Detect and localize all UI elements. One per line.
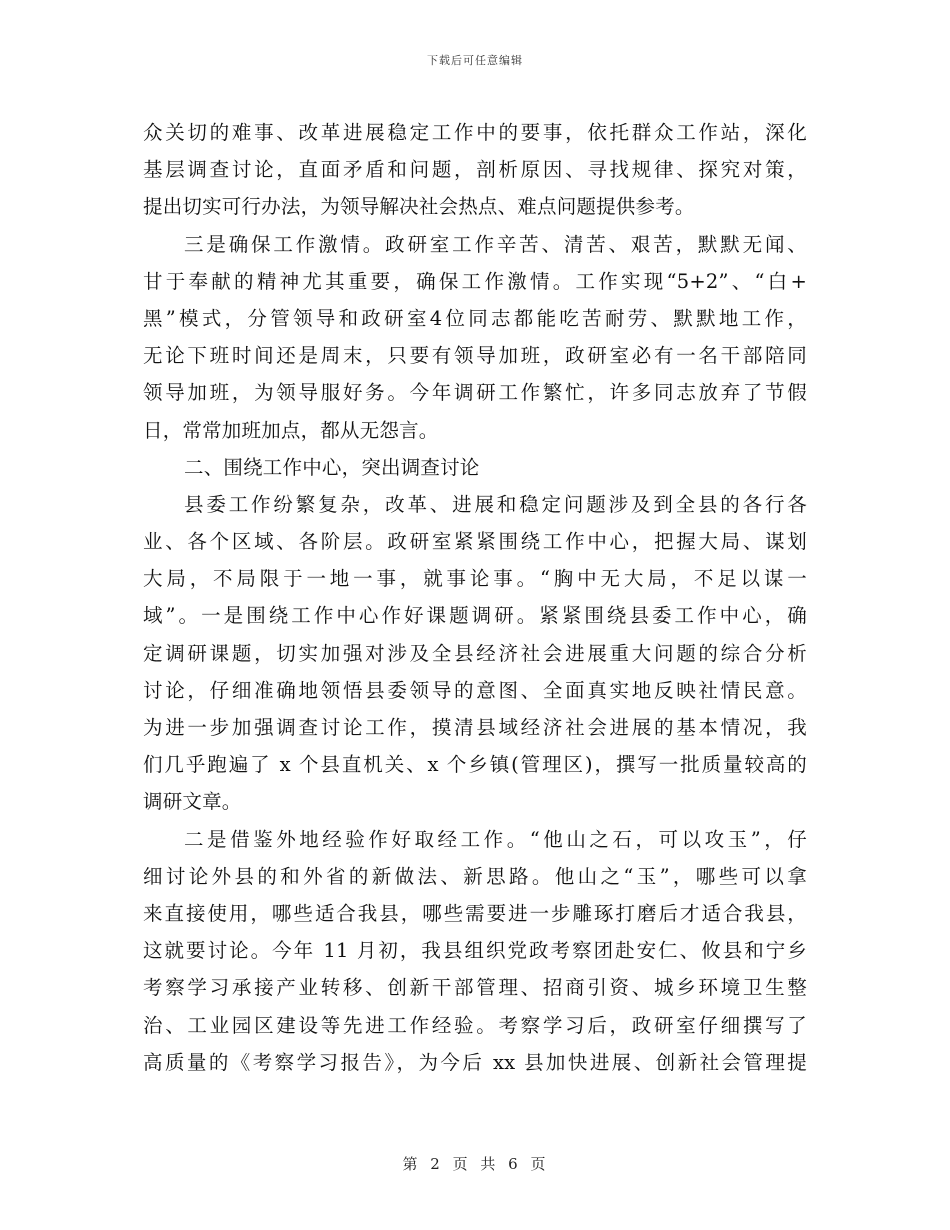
body-line: 基层调查讨论，直面矛盾和问题，剖析原因、寻找规律、探究对策， [143, 158, 807, 182]
body-line: 业、各个区域、各阶层。政研室紧紧围绕工作中心，把握大局、谋划 [143, 530, 807, 554]
body-line: 大局，不局限于一地一事，就事论事。“胸中无大局，不足以谋一 [143, 567, 807, 591]
body-line: 日，常常加班加点，都从无怨言。 [143, 418, 439, 442]
paragraph-start-line: 三是确保工作激情。政研室工作辛苦、清苦、艰苦，默默无闻、 [184, 232, 807, 256]
body-line: 讨论，仔细准确地领悟县委领导的意图、全面真实地反映社情民意。 [143, 678, 807, 702]
body-line: 众关切的难事、改革进展稳定工作中的要事，依托群众工作站，深化 [143, 121, 807, 144]
body-line: 高质量的《考察学习报告》，为今后 xx 县加快进展、创新社会管理提 [143, 1050, 807, 1074]
page-number: 第 2 页 共 6 页 [402, 1155, 548, 1173]
paragraph-start-line: 县委工作纷繁复杂，改革、进展和稳定问题涉及到全县的各行各 [184, 492, 807, 516]
body-line: 考察学习承接产业转移、创新干部管理、招商引资、城乡环境卫生整 [143, 976, 807, 1000]
body-line: 域”。一是围绕工作中心作好课题调研。紧紧围绕县委工作中心，确 [143, 604, 807, 628]
body-line: 们几乎跑遍了 x 个县直机关、x 个乡镇(管理区)，撰写一批质量较高的 [143, 753, 807, 777]
paragraph-start-line: 二是借鉴外地经验作好取经工作。“他山之石，可以攻玉”，仔 [184, 827, 807, 851]
body-line: 提出切实可行办法，为领导解决社会热点、难点问题提供参考。 [143, 195, 695, 219]
body-line: 这就要讨论。今年 11 月初，我县组织党政考察团赴安仁、攸县和宁乡 [143, 939, 807, 963]
body-line: 定调研课题，切实加强对涉及全县经济社会进展重大问题的综合分析 [143, 641, 807, 665]
body-line: 甘于奉献的精神尤其重要，确保工作激情。工作实现“5+2”、“白+ [143, 269, 807, 293]
body-line: 黑”模式，分管领导和政研室4位同志都能吃苦耐劳、默默地工作， [143, 306, 807, 330]
body-line: 来直接使用，哪些适合我县，哪些需要进一步雕琢打磨后才适合我县， [143, 901, 807, 925]
section-heading: 二、围绕工作中心，突出调查讨论 [184, 455, 480, 479]
body-line: 调研文章。 [143, 790, 242, 814]
body-line: 为进一步加强调查讨论工作，摸清县域经济社会进展的基本情况，我 [143, 716, 807, 739]
body-line: 治、工业园区建设等先进工作经验。考察学习后，政研室仔细撰写了 [143, 1013, 807, 1037]
body-line: 无论下班时间还是周末，只要有领导加班，政研室必有一名干部陪同 [143, 344, 807, 368]
body-line: 细讨论外县的和外省的新做法、新思路。他山之“玉”，哪些可以拿 [143, 864, 807, 888]
document-body [143, 114, 807, 1081]
body-line: 领导加班，为领导服好务。今年调研工作繁忙，许多同志放弃了节假 [143, 381, 807, 405]
page-header-note: 下载后可任意编辑 [427, 54, 523, 67]
